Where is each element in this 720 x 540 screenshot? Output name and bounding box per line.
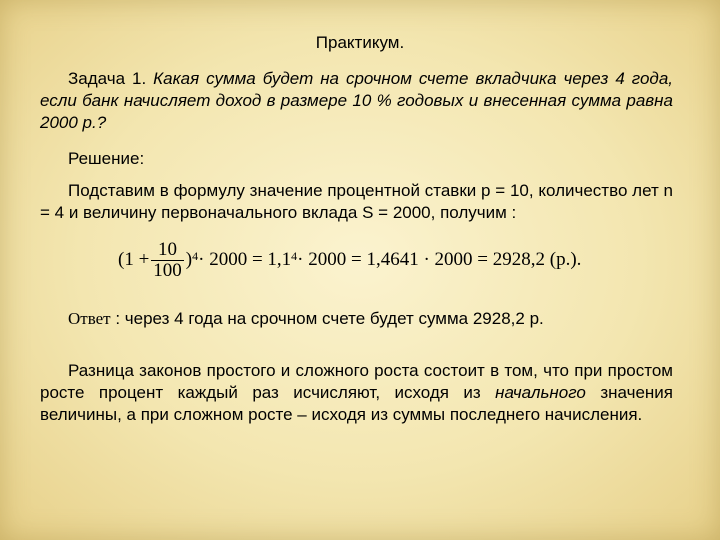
conclusion-emphasis: начального — [495, 383, 586, 402]
conclusion-part-2: значения величины, а при сложном росте – исходя из суммы последнего начисления. — [40, 383, 674, 424]
formula-open: (1 + — [118, 249, 150, 270]
answer-paragraph — [40, 308, 673, 330]
formula-numerator: 10 — [158, 238, 178, 260]
task-text: Какая сумма будет на срочном счете вкладчика через 4 года, если банк начисляет доход в размере 10 % годовых и внесенная сумма равна 2000 р.? — [40, 69, 673, 132]
formula-close: ) — [185, 249, 193, 270]
conclusion-part-1: Разница законов простого и сложного роста состоит в том, что при простом росте процент каждый раз исчисляют, исходя из — [40, 361, 673, 402]
answer-label: Ответ — [68, 309, 111, 328]
formula-part-3: · 2000 = 1,4641 · 2000 = 2928,2 (р.). — [297, 249, 582, 270]
task-label: Задача 1. — [68, 69, 147, 88]
formula-exponent-1: 4 — [192, 248, 199, 263]
compound-interest-formula — [118, 232, 581, 288]
formula-exponent-2: 4 — [291, 248, 298, 263]
formula-fraction — [151, 240, 184, 281]
formula-denominator: 100 — [153, 259, 182, 281]
formula-part-2: · 2000 = 1,1 — [198, 249, 292, 270]
answer-text: : через 4 года на срочном счете будет сумма 2928,2 р. — [110, 309, 544, 328]
substitution-paragraph: Подставим в формулу значение процентной ставки p = 10, количество лет n = 4 и величину первоначального вклада S = 2000, получим : — [40, 181, 673, 222]
page-title: Практикум. — [315, 33, 405, 52]
conclusion-paragraph — [40, 360, 673, 426]
task-paragraph — [40, 68, 673, 134]
solution-label: Решение: — [68, 149, 145, 168]
